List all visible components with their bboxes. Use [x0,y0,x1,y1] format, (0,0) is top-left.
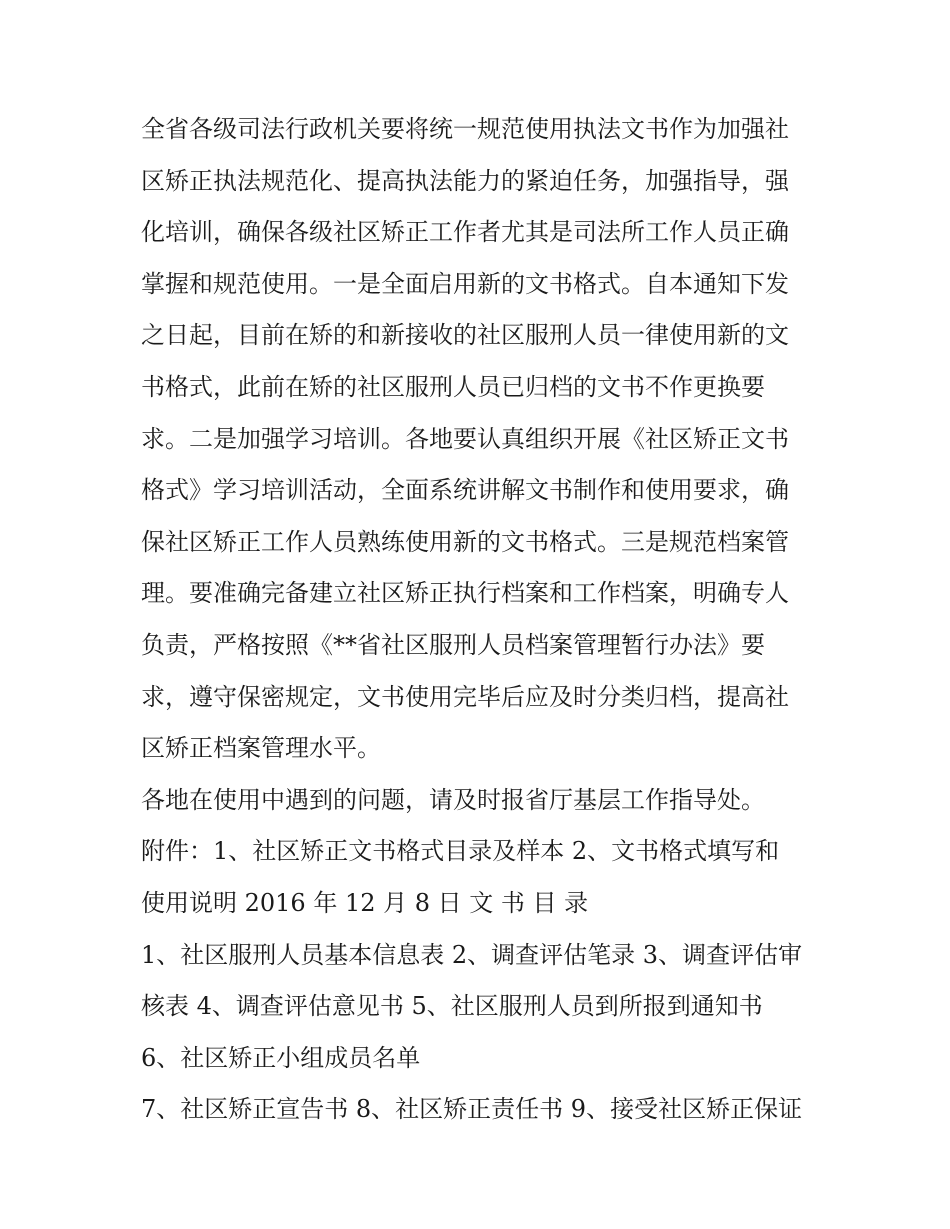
date-line: 使用说明 2016 年 12 月 8 日 文 书 目 录 [141,888,589,917]
text-line: 化培训，确保各级社区矫正工作者尤其是司法所工作人员正确 [141,218,789,247]
catalog-line: 6、社区矫正小组成员名单 [141,1043,421,1072]
text-line: 区矫正档案管理水平。 [141,734,381,763]
text-line: 各地在使用中遇到的问题，请及时报省厅基层工作指导处。 [141,785,765,814]
catalog-line: 1、社区服刑人员基本信息表 2、调查评估笔录 3、调查评估审 [141,940,803,969]
document-body [141,107,821,1139]
text-line: 书格式，此前在矫的社区服刑人员已归档的文书不作更换要 [141,372,765,401]
attachment-line: 附件：1、社区矫正文书格式目录及样本 2、文书格式填写和 [141,837,780,866]
text-line: 掌握和规范使用。一是全面启用新的文书格式。自本通知下发 [141,269,789,298]
text-line: 理。要准确完备建立社区矫正执行档案和工作档案，明确专人 [141,579,789,608]
text-line: 保社区矫正工作人员熟练使用新的文书格式。三是规范档案管 [141,527,789,556]
text-line: 负责，严格按照《**省社区服刑人员档案管理暂行办法》要 [141,630,765,659]
catalog-line: 核表 4、调查评估意见书 5、社区服刑人员到所报到通知书 [141,992,763,1021]
text-line: 全省各级司法行政机关要将统一规范使用执法文书作为加强社 [141,115,789,143]
text-line: 求。二是加强学习培训。各地要认真组织开展《社区矫正文书 [141,424,789,453]
text-line: 区矫正执法规范化、提高执法能力的紧迫任务，加强指导，强 [141,166,789,195]
text-line: 求，遵守保密规定，文书使用完毕后应及时分类归档，提高社 [141,682,789,711]
catalog-line: 7、社区矫正宣告书 8、社区矫正责任书 9、接受社区矫正保证 [141,1095,803,1124]
text-line: 格式》学习培训活动，全面系统讲解文书制作和使用要求，确 [141,476,789,505]
text-line: 之日起，目前在矫的和新接收的社区服刑人员一律使用新的文 [141,321,789,350]
